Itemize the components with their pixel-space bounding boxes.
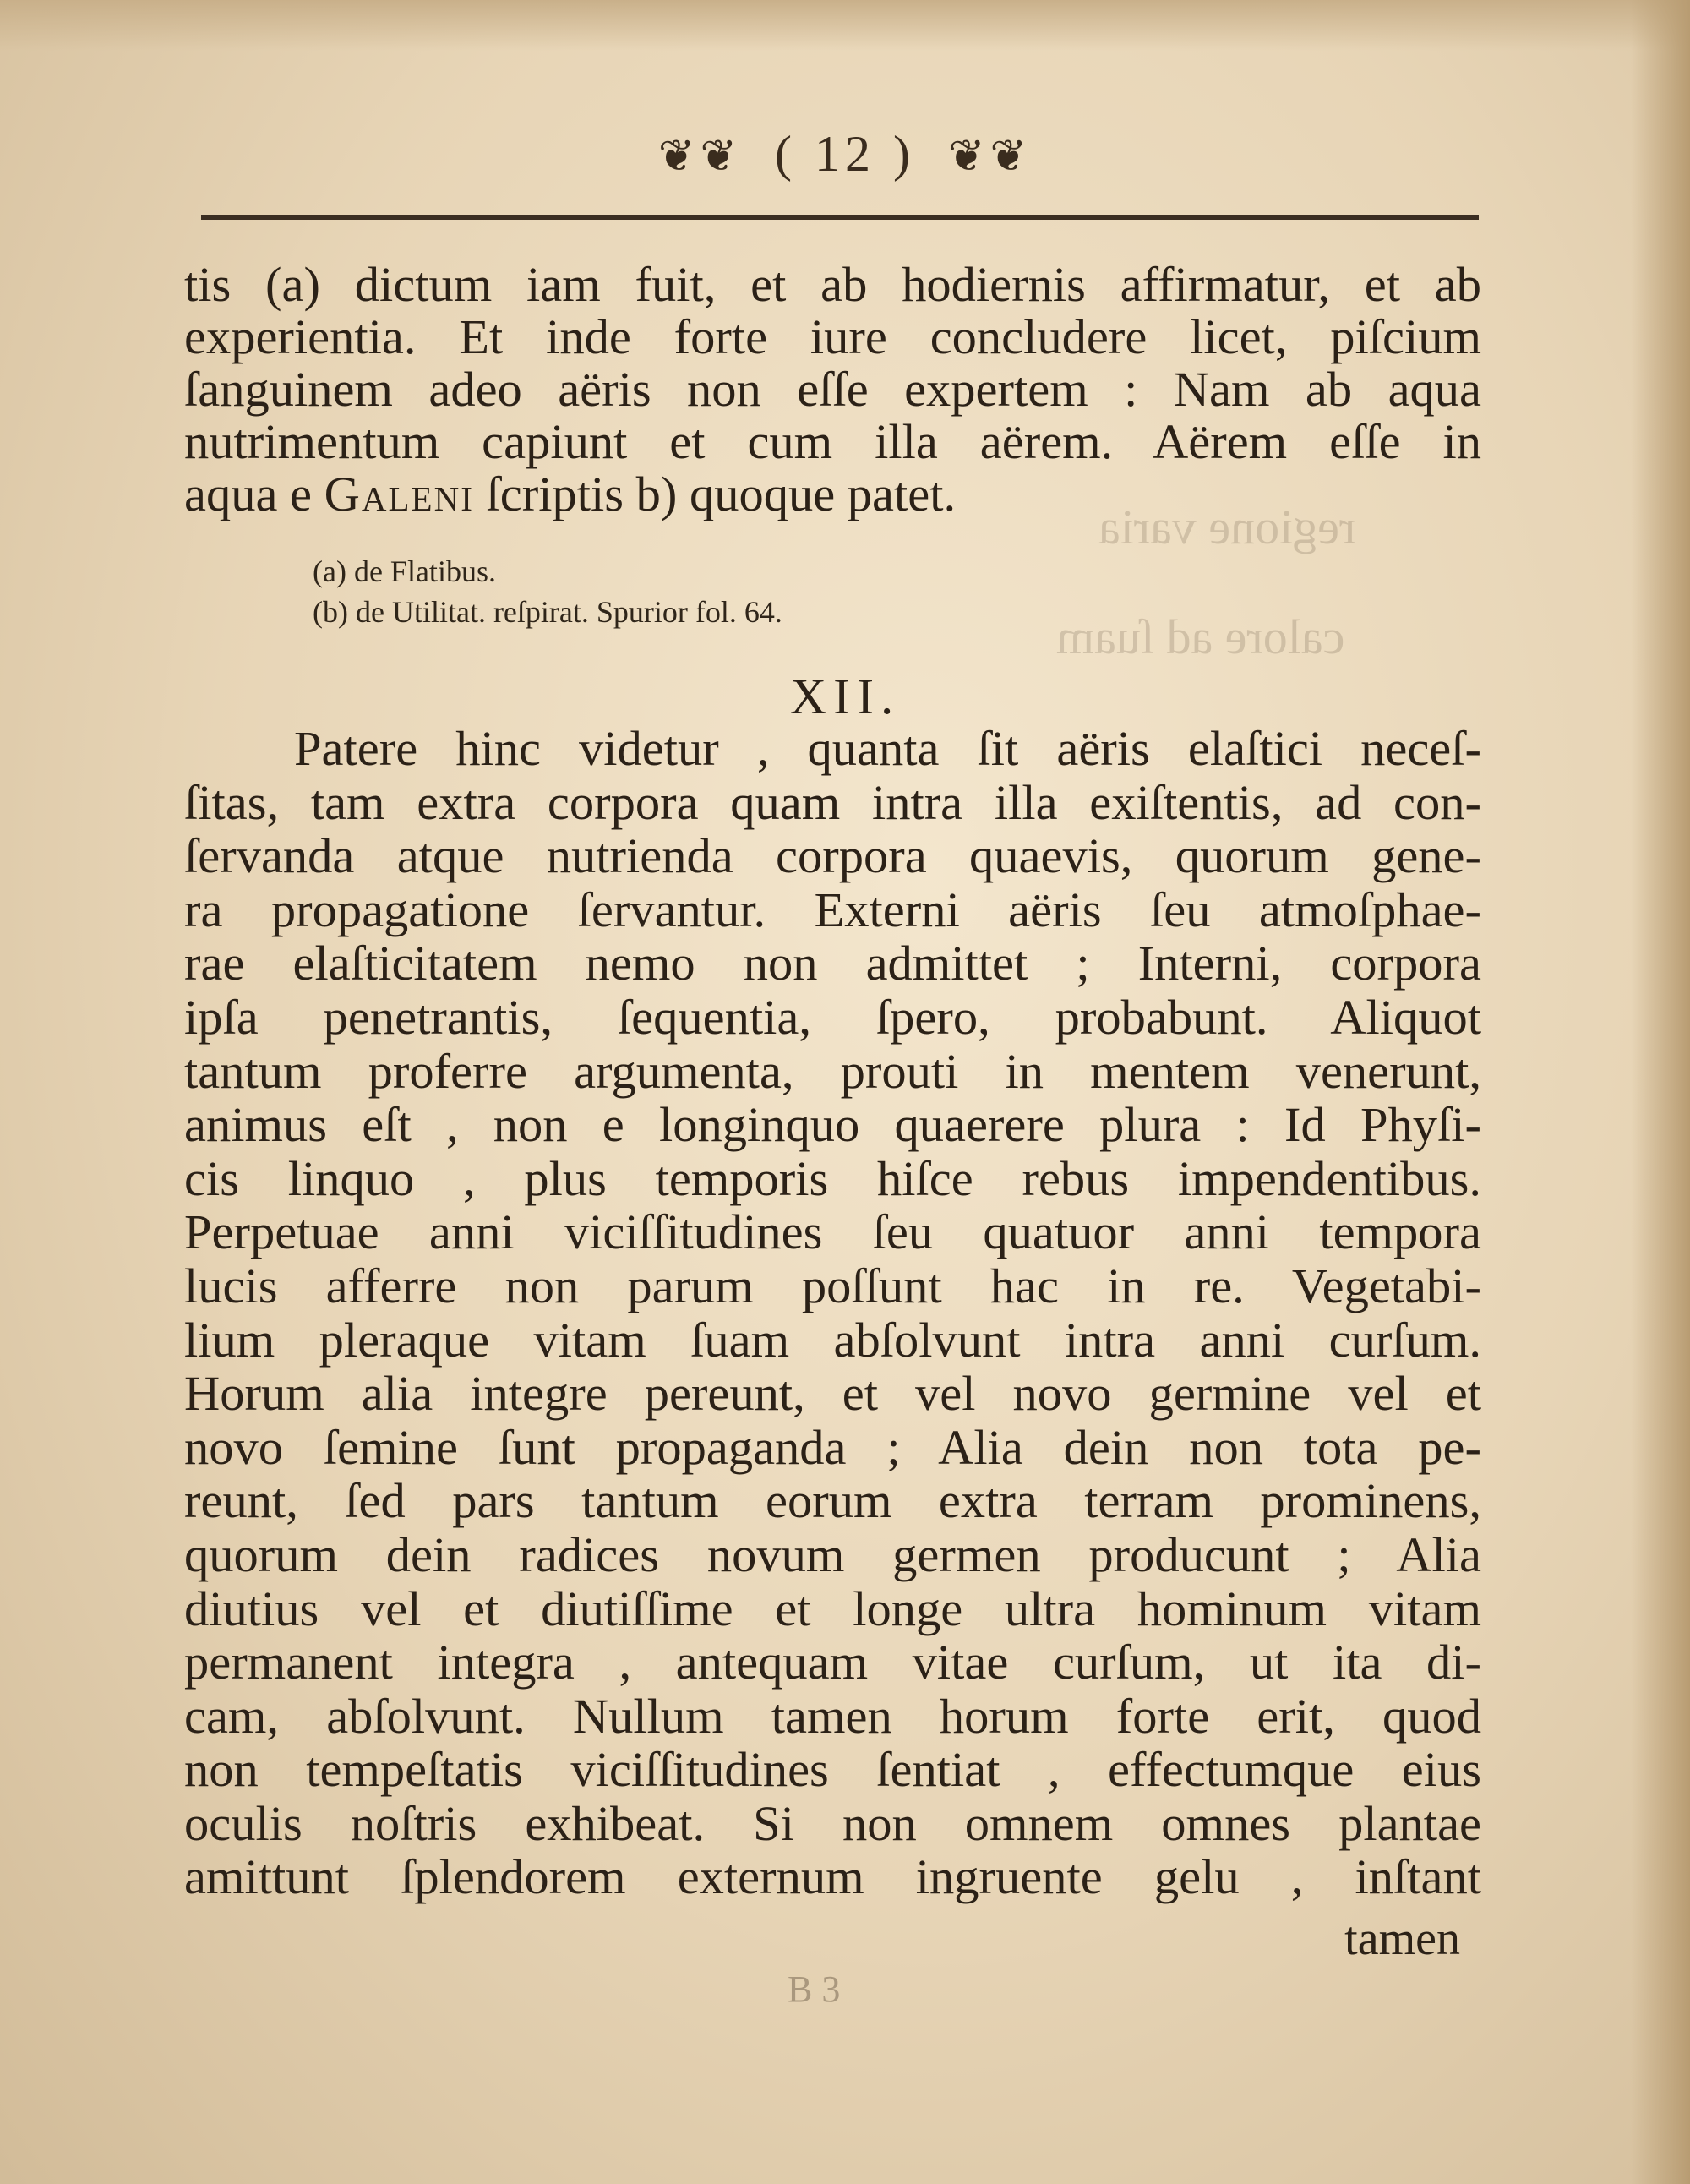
- text-line: novo ſemine ſunt propaganda ; Alia dein non tota pe-: [184, 1419, 1481, 1475]
- text-line: ſitas, tam extra corpora quam intra illa exiſtentis, ad con-: [184, 774, 1481, 830]
- text-line: tantum proferre argumenta, prouti in mentem venerunt,: [184, 1043, 1481, 1099]
- footnotes: [313, 551, 782, 632]
- page-number: ( 12 ): [775, 126, 915, 182]
- text-line: ſanguinem adeo aëris non eſſe expertem : Nam ab aqua: [184, 362, 1481, 417]
- text-line: rae elaſticitatem nemo non admittet ; Interni, corpora: [184, 936, 1481, 991]
- text-line: lucis afferre non parum poſſunt hac in re. Vegetabi-: [184, 1258, 1481, 1313]
- main-paragraph: [184, 722, 1481, 1904]
- text-line: ipſa penetrantis, ſequentia, ſpero, probabunt. Aliquot: [184, 989, 1481, 1045]
- footnote-a: (a) de Flatibus.: [313, 554, 496, 588]
- text-line: permanent integra , antequam vitae curſum, ut ita di-: [184, 1635, 1481, 1690]
- text-line: amittunt ſplendorem externum ingruente gelu , inſtant: [184, 1849, 1481, 1905]
- text-line-last: aqua e Galeni ſcriptis b) quoque patet.: [184, 467, 957, 521]
- text-line: quorum dein radices novum germen producunt ; Alia: [184, 1526, 1481, 1582]
- text-line: Horum alia integre pereunt, et vel novo germine vel et: [184, 1366, 1481, 1422]
- author-name: Galeni: [324, 467, 474, 521]
- bleed-through-text: calore ad ſuam: [1056, 609, 1345, 664]
- signature-mark: B 3: [788, 1968, 841, 2010]
- footnote-b: (b) de Utilitat. reſpirat. Spurior fol. 64.: [313, 595, 782, 629]
- text-line: reunt, ſed pars tantum eorum extra terram prominens,: [184, 1473, 1481, 1529]
- text-line: Perpetuae anni viciſſitudines ſeu quatuor anni tempora: [184, 1204, 1481, 1260]
- text-line: lium pleraque vitam ſuam abſolvunt intra anni curſum.: [184, 1312, 1481, 1368]
- section-heading: XII.: [789, 669, 901, 724]
- text-line: oculis noſtris exhibeat. Si non omnem omnes plantae: [184, 1795, 1481, 1851]
- top-paragraph: [184, 259, 1481, 521]
- text-line: animus eſt , non e longinquo quaerere plura : Id Phyſi-: [184, 1097, 1481, 1153]
- text-line: diutius vel et diutiſſime et longe ultra hominum vitam: [184, 1581, 1481, 1636]
- text-line: ſervanda atque nutrienda corpora quaevis, quorum gene-: [184, 828, 1481, 884]
- text-line: Patere hinc videtur , quanta ſit aëris elaſtici neceſ-: [294, 721, 1481, 776]
- text-line: non tempeſtatis viciſſitudines ſentiat , effectumque eius: [184, 1742, 1481, 1798]
- bleed-through-text: regione varia: [1098, 500, 1356, 554]
- text-line: cam, abſolvunt. Nullum tamen horum forte erit, quod: [184, 1688, 1481, 1744]
- header-rule: [201, 215, 1479, 220]
- text-line: tis (a) dictum iam fuit, et ab hodiernis affirmatur, et ab: [184, 257, 1481, 312]
- text-line: cis linquo , plus temporis hiſce rebus impendentibus.: [184, 1150, 1481, 1206]
- text-line: ra propagatione ſervantur. Externi aëris ſeu atmoſphae-: [184, 882, 1481, 937]
- text-line: experientia. Et inde forte iure concludere licet, piſcium: [184, 309, 1481, 364]
- ornament-right-icon: ❦❦: [947, 133, 1033, 181]
- catchword: tamen: [1344, 1913, 1460, 1965]
- page-header: [0, 125, 1690, 183]
- text-line: nutrimentum capiunt et cum illa aërem. Aërem eſſe in: [184, 414, 1481, 469]
- ornament-left-icon: ❦❦: [657, 133, 743, 181]
